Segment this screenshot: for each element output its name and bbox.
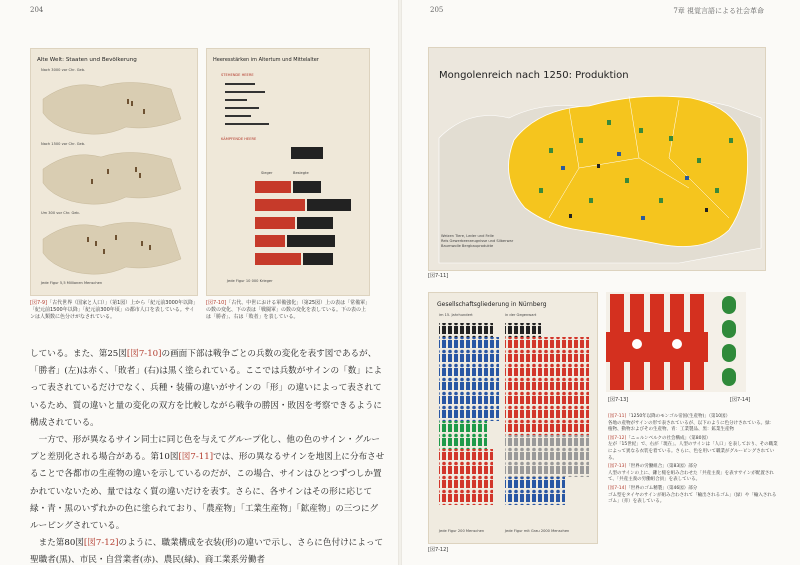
plate-title-mongolenreich: Mongolenreich nach 1250: Produktion	[439, 70, 629, 81]
inline-ref: [図7-10]	[126, 349, 162, 359]
plate-footer-15th: Jede Figur 200 Menschen	[439, 529, 485, 533]
inline-ref: [図7-11]	[178, 452, 214, 463]
plate-title-heeresstaerken: Heeresstärken im Altertum und Mittelalter	[213, 57, 319, 63]
col-label-winner: Sieger	[261, 171, 273, 175]
fig-tag-7-14: [図7-14]	[730, 397, 751, 403]
population-figures-graphic	[429, 293, 597, 543]
plate-alte-welt	[30, 48, 198, 296]
inline-ref: [図7-12]	[83, 538, 119, 549]
col-label-15th-century: im 15. Jahrhundert	[439, 313, 473, 317]
col-label-present: in der Gegenwart	[505, 313, 537, 317]
plate-title-nuernberg: Gesellschaftsgliederung in Nürnberg	[437, 301, 547, 308]
section-label-standing: STEHENDE HEERE	[221, 73, 254, 77]
caption-text-7-9: 「古代世界（国家と人口）」（第1図）上から「紀元前3000年以降」「紀元前1500年以降」「紀元前300年頃」の都市人口を表している。サインは人類数に色分けがなされている。	[30, 300, 198, 320]
body-text	[30, 346, 386, 570]
section-label-fighting: KÄMPFENDE HEERE	[221, 137, 257, 141]
plate-nuernberg	[428, 292, 598, 544]
map-label-1500: Nach 1500 vor Chr. Geb.	[41, 142, 86, 146]
plate-footer-heeresstaerken: Jede Figur 10 000 Krieger	[227, 279, 273, 283]
legend-fig-7-13: [図7-13]「世界の労働組合」（第83図）部分 人型のサインの上に、鎌と槌を組み合わせた「共産主義」を表すサインが配置されて、「共産主義の労働組合員」を表している。	[608, 464, 774, 483]
caption-fig-7-10	[206, 300, 370, 321]
fig-tag-7-12: [図7-12]	[428, 547, 449, 553]
army-figures-graphic	[207, 49, 369, 295]
body-paragraph: している。また、第25図[図7-10]の画面下部は戦争ごとの兵数の変化を表す図であるが、「勝者」(左)は赤く、「敗者」(右)は黒く塗られている。ここでは兵数がサインの「数」によって表されているだけでなく、兵種・装備の違いがサインの「形」の違いによって表されているため、質の違いと量の変化の双方を比較しながら戦争の勝因・敗因を考察できるように構成されている。	[30, 349, 383, 428]
plate-footer-alte-welt: Jede Figur 5,5 Millionen Menschen	[41, 281, 103, 285]
body-paragraph: 一方で、形が異なるサイン同士に同じ色を与えてグループ化し、他の色のサイン・グループと差別化される場合がある。第10図[図7-11]では、形の異なるサインを地図上に分布させることで各都市の生産物の違いを示しているのだが、この場合、サインはひとつずつしか置かれていないため、量ではなく質の違いだけを表す。さらに、各サインはその形に応じて緑・青・黒のいずれかの色に塗られており、「農産物」「工業生産物」「鉱産物」の三つにグルーピングされている。	[30, 435, 385, 532]
legend-fig-7-11: [図7-11]「1250年以降のモンゴル帝国(生産物)」（第10図） 各地の産物がサインの形で表されているが、以下のように色分けされている。緑：植物、動物およびその生産物、青：工業製品、黒：鉱業生産物	[608, 414, 775, 433]
legend-fig-7-12: [図7-12]「ニュルンベルクの社会構成」（第80図） 左が「15世紀」で、右が「現在」。人型のサインは「人口」を表しており、その職業によって異なる衣装を着ている。さらに、色を用いて職業がグルーピングされている。	[608, 435, 778, 461]
caption-text-7-10: 「古代、中世における軍備強化」（第25図）上の表は「常備軍」の数の変化、下の表は「戦闘軍」の数の変化を表している。下の表の上は「勝者」、右は「敗者」を表している。	[206, 300, 368, 320]
right-page	[400, 0, 800, 565]
running-head: 7章 視覚言語による社会革命	[673, 7, 764, 15]
caption-ref-7-9: [図7-9]	[30, 300, 48, 306]
legend-fig-7-14: [図7-14]「世界のゴム精製」（第46図）部分 ゴム型をタイヤのサインが組み合わされて「輸出されるゴム」（緑）や「輸入されるゴム」（赤）を表している。	[608, 485, 777, 505]
map-legend: Weizen Tiere, Leder und Felle Reis Gewerbeerzeugnisse und Silberwar Baumwolle Bergbauprodukte	[441, 234, 514, 248]
sign-detail-graphic	[606, 292, 746, 392]
page-number-right: 205	[430, 6, 444, 14]
plate-title-alte-welt: Alte Welt: Staaten und Bevölkerung	[37, 57, 137, 63]
map-label-3000: Nach 3000 vor Chr. Geb.	[41, 68, 86, 72]
col-label-loser: Besiegte	[293, 171, 309, 175]
plate-mongolenreich	[428, 47, 766, 271]
plate-sign-details	[606, 292, 746, 392]
body-paragraph: また第80図[図7-12]のように、職業構成を衣装(形)の違いで示し、さらに色付けによって聖職者(黒)、市民・自営業者(赤)、農民(緑)、商工業系労働者	[30, 538, 384, 566]
fig-tag-7-11: [図7-11]	[428, 273, 449, 279]
plate-footer-present: Jede Figur mit Grau 2000 Menschen	[505, 529, 570, 533]
caption-fig-7-9	[30, 300, 198, 321]
plate-heeresstaerken	[206, 48, 370, 296]
page-number-left: 204	[30, 6, 44, 14]
figure-legends	[608, 414, 778, 508]
fig-tag-7-13: [図7-13]	[608, 397, 629, 403]
caption-ref-7-10: [図7-10]	[206, 300, 227, 306]
map-label-300: Um 300 vor Chr. Geb.	[41, 211, 80, 215]
old-world-maps-graphic	[31, 49, 197, 295]
left-page	[0, 0, 400, 565]
